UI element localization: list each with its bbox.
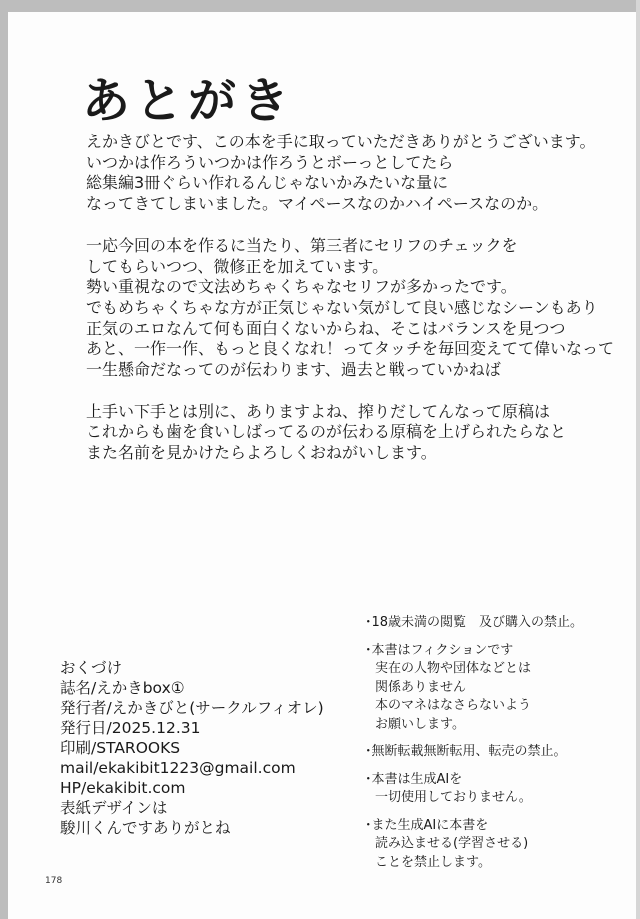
notice-age-restriction — [365, 614, 630, 633]
text-line: いつかは作ろういつかは作ろうとボーっとしてたら — [86, 152, 454, 172]
text-line: あと、一作一作、もっと良くなれ！ってタッチを毎回変えてて偉いなって — [86, 339, 615, 359]
notices — [365, 614, 630, 881]
notice-line: ･本書はフィクションです — [365, 642, 514, 658]
afterword-paragraph — [86, 236, 626, 381]
afterword-body — [86, 132, 626, 485]
text-line: また名前を見かけたらよろしくおねがいします。 — [86, 443, 437, 463]
colophon-cover-credit: 表紙デザインは — [60, 799, 168, 817]
notice-line: お願いします。 — [375, 716, 465, 732]
page-title: あとがき — [82, 73, 295, 129]
afterword-paragraph — [86, 132, 626, 215]
text-line: これからも歯を食いしばってるのが伝わる原稿を上げられたらなと — [86, 422, 567, 442]
scan-edge-right — [636, 0, 640, 919]
notice-line: 一切使用しておりません。 — [375, 790, 532, 805]
text-line: 正気のエロなんて何も面白くないからね、そこはバランスを見つつ — [86, 318, 566, 338]
text-line: 勢い重視なので文法めちゃくちゃなセリフが多かったです。 — [86, 277, 517, 297]
colophon-printer: 印刷/STAROOKS — [60, 739, 181, 757]
notice-line: 読み込ませる(学習させる) — [375, 836, 529, 851]
scan-edge-top — [0, 0, 640, 12]
notice-fiction — [365, 642, 630, 735]
notice-line: 関係ありません — [375, 679, 467, 695]
colophon-mail: mail/ekakibit1223@gmail.com — [60, 759, 296, 777]
colophon-heading: おくづけ — [60, 659, 123, 677]
page-number: 178 — [45, 876, 63, 886]
colophon-title: 誌名/えかきbox① — [60, 679, 185, 697]
scan-edge-left — [0, 0, 8, 919]
text-line: 上手い下手とは別に、ありますよね、搾りだしてんなって原稿は — [86, 401, 551, 421]
colophon-publisher: 発行者/えかきびと(サークルフィオレ) — [60, 699, 324, 717]
afterword-paragraph — [86, 402, 626, 464]
text-line: でもめちゃくちゃな方が正気じゃない気がして良い感じなシーンもあり — [86, 297, 598, 317]
notice-no-reproduction — [365, 743, 630, 762]
text-line: なってきてしまいました。マイペースなのかハイペースなのか。 — [86, 194, 549, 214]
text-line: 一応今回の本を作るに当たり、第三者にセリフのチェックを — [86, 235, 518, 255]
colophon-date: 発行日/2025.12.31 — [60, 719, 201, 737]
text-line: えかきびとです、この本を手に取っていただきありがとうございます。 — [86, 132, 596, 151]
colophon-homepage: HP/ekakibit.com — [60, 779, 186, 797]
text-line: 一生懸命だなってのが伝わります、過去と戦っていかねば — [86, 360, 501, 380]
notice-line: ･無断転載無断転用、転売の禁止。 — [365, 744, 567, 759]
colophon — [60, 658, 324, 838]
colophon-cover-credit: 駿川くんですありがとね — [60, 819, 231, 837]
notice-line: 実在の人物や団体などとは — [375, 661, 532, 676]
text-line: 総集編3冊ぐらい作れるんじゃないかみたいな量に — [86, 173, 449, 193]
notice-no-ai-training — [365, 817, 630, 873]
notice-line: ･また生成AIに本書を — [365, 817, 489, 833]
notice-line: ･本書は生成AIを — [365, 771, 463, 787]
notice-line: 本のマネはなさらないよう — [375, 698, 532, 713]
notice-line: ･18歳未満の閲覧 及び購入の禁止。 — [365, 615, 584, 630]
notice-line: ことを禁止します。 — [375, 854, 491, 870]
text-line: してもらいつつ、微修正を加えています。 — [86, 256, 389, 276]
notice-no-ai-use — [365, 771, 630, 808]
